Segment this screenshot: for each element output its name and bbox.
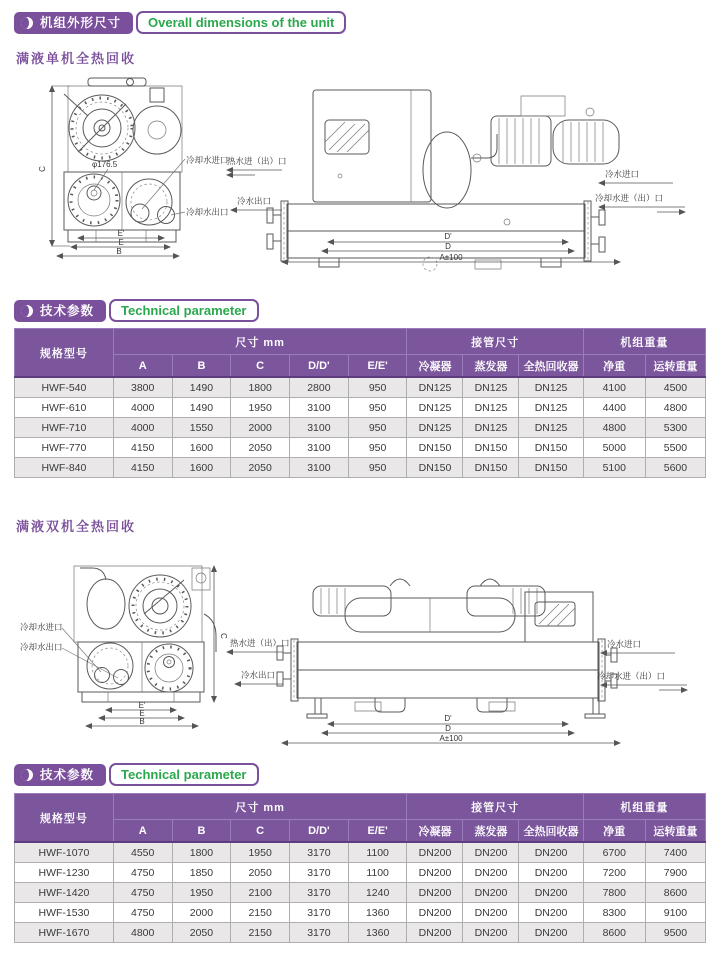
table-cell: 2150 bbox=[231, 923, 290, 943]
table-cell: 2000 bbox=[172, 903, 231, 923]
table-cell: 7200 bbox=[583, 863, 645, 883]
table-cell: 3170 bbox=[290, 863, 349, 883]
col-ee: E/E' bbox=[348, 355, 407, 378]
table-cell: 950 bbox=[348, 458, 407, 478]
table-cell: 1490 bbox=[172, 398, 231, 418]
table-cell: 5600 bbox=[645, 458, 705, 478]
col-condenser: 冷凝器 bbox=[407, 355, 463, 378]
table-cell: 950 bbox=[348, 377, 407, 398]
table-cell: 1600 bbox=[172, 438, 231, 458]
tech-badge-zh-label: 技术参数 bbox=[40, 303, 95, 318]
table-cell: 4100 bbox=[583, 377, 645, 398]
crescent-icon bbox=[21, 305, 33, 317]
table-cell: 2100 bbox=[231, 883, 290, 903]
col-condenser: 冷凝器 bbox=[407, 820, 463, 843]
side-view-drawing-2 bbox=[225, 556, 718, 761]
dim-e2: E' bbox=[117, 229, 125, 238]
col-running-weight: 运转重量 bbox=[645, 820, 705, 843]
table-cell: 2150 bbox=[231, 903, 290, 923]
table-cell: 950 bbox=[348, 418, 407, 438]
dim-a: A±100 bbox=[439, 734, 463, 743]
parameter-table-1 bbox=[14, 328, 706, 478]
col-dd: D/D' bbox=[290, 820, 349, 843]
table-cell: 4500 bbox=[645, 377, 705, 398]
dim-c: C bbox=[219, 633, 228, 639]
table-cell: 3170 bbox=[290, 903, 349, 923]
dim-c: C bbox=[38, 166, 47, 172]
col-net-weight: 净重 bbox=[583, 820, 645, 843]
table-cell: HWF-1670 bbox=[15, 923, 114, 943]
table-cell: DN125 bbox=[407, 398, 463, 418]
label-chilled-water-outlet: 冷水出口 bbox=[237, 196, 272, 206]
dim-d: D bbox=[445, 242, 451, 251]
dim-e2: E' bbox=[138, 701, 146, 710]
table-row bbox=[15, 863, 706, 883]
table-cell: DN200 bbox=[519, 863, 583, 883]
table-cell: DN125 bbox=[519, 377, 583, 398]
table-cell: DN150 bbox=[463, 438, 519, 458]
dim-d: D bbox=[445, 724, 451, 733]
table-cell: 1360 bbox=[348, 923, 407, 943]
label-hot-water-inout: 热水进（出）口 bbox=[227, 156, 287, 166]
col-a: A bbox=[113, 820, 172, 843]
col-c: C bbox=[231, 820, 290, 843]
table-cell: DN150 bbox=[463, 458, 519, 478]
tech-param-header-1 bbox=[14, 299, 259, 322]
table-cell: DN200 bbox=[519, 903, 583, 923]
table-cell: 2050 bbox=[231, 438, 290, 458]
table-cell: 5100 bbox=[583, 458, 645, 478]
tech-badge-en: Technical parameter bbox=[109, 299, 258, 322]
table-cell: HWF-1530 bbox=[15, 903, 114, 923]
dim-phi: φ176.5 bbox=[92, 160, 118, 169]
group-pipe-size: 接管尺寸 bbox=[407, 794, 583, 820]
col-heat-recovery: 全热回收器 bbox=[519, 820, 583, 843]
table-cell: DN200 bbox=[407, 923, 463, 943]
table-cell: 2050 bbox=[231, 458, 290, 478]
table-row bbox=[15, 418, 706, 438]
table-row bbox=[15, 458, 706, 478]
table-cell: 4750 bbox=[113, 863, 172, 883]
col-b: B bbox=[172, 820, 231, 843]
table-cell: DN200 bbox=[463, 842, 519, 863]
label-cooling-water-inout: 冷却水进（出）口 bbox=[595, 193, 664, 203]
table-cell: 3170 bbox=[290, 842, 349, 863]
table-cell: DN200 bbox=[463, 863, 519, 883]
table-cell: HWF-710 bbox=[15, 418, 114, 438]
table-cell: DN200 bbox=[463, 923, 519, 943]
table-cell: HWF-1230 bbox=[15, 863, 114, 883]
table-cell: DN200 bbox=[463, 903, 519, 923]
label-cooling-water-outlet: 冷却水出口 bbox=[20, 642, 63, 652]
col-dd: D/D' bbox=[290, 355, 349, 378]
table-cell: 4800 bbox=[113, 923, 172, 943]
table-cell: HWF-840 bbox=[15, 458, 114, 478]
tech-badge-zh-label: 技术参数 bbox=[40, 767, 95, 782]
table-cell: HWF-770 bbox=[15, 438, 114, 458]
table-row bbox=[15, 398, 706, 418]
table-cell: 1240 bbox=[348, 883, 407, 903]
table-cell: 8600 bbox=[583, 923, 645, 943]
col-evaporator: 蒸发器 bbox=[463, 355, 519, 378]
table-row bbox=[15, 883, 706, 903]
table-cell: 9500 bbox=[645, 923, 705, 943]
table-cell: 1100 bbox=[348, 842, 407, 863]
col-ee: E/E' bbox=[348, 820, 407, 843]
crescent-icon bbox=[21, 769, 33, 781]
tech-badge-en: Technical parameter bbox=[109, 763, 258, 786]
table-cell: 4000 bbox=[113, 418, 172, 438]
table-cell: 1800 bbox=[231, 377, 290, 398]
table-cell: DN125 bbox=[519, 398, 583, 418]
table-cell: 1100 bbox=[348, 863, 407, 883]
table-cell: 5500 bbox=[645, 438, 705, 458]
label-cooling-water-inout: 冷却水进（出）口 bbox=[597, 671, 666, 681]
table-cell: 4550 bbox=[113, 842, 172, 863]
label-chilled-water-inlet: 冷水进口 bbox=[607, 639, 642, 649]
table-cell: 1950 bbox=[231, 398, 290, 418]
table-cell: 4000 bbox=[113, 398, 172, 418]
label-hot-water-inout: 热水进（出）口 bbox=[230, 638, 290, 648]
table-cell: 4150 bbox=[113, 438, 172, 458]
dim-d2: D' bbox=[444, 232, 452, 241]
table-cell: DN200 bbox=[519, 923, 583, 943]
table-cell: 4750 bbox=[113, 903, 172, 923]
table-cell: 1950 bbox=[172, 883, 231, 903]
header-badge-en: Overall dimensions of the unit bbox=[136, 11, 346, 34]
table-cell: HWF-1070 bbox=[15, 842, 114, 863]
table-cell: 7400 bbox=[645, 842, 705, 863]
table-cell: 4800 bbox=[645, 398, 705, 418]
group-dimensions: 尺寸 mm bbox=[113, 794, 407, 820]
col-evaporator: 蒸发器 bbox=[463, 820, 519, 843]
table-cell: 2050 bbox=[172, 923, 231, 943]
col-b: B bbox=[172, 355, 231, 378]
table-cell: 1950 bbox=[231, 842, 290, 863]
table-row bbox=[15, 438, 706, 458]
col-model: 规格型号 bbox=[15, 794, 114, 843]
col-running-weight: 运转重量 bbox=[645, 355, 705, 378]
table-cell: 5300 bbox=[645, 418, 705, 438]
table-cell: 1850 bbox=[172, 863, 231, 883]
table-cell: DN125 bbox=[519, 418, 583, 438]
side-view-drawing-1 bbox=[225, 76, 718, 276]
col-model: 规格型号 bbox=[15, 329, 114, 378]
table-cell: 7800 bbox=[583, 883, 645, 903]
table-cell: DN200 bbox=[519, 883, 583, 903]
table-cell: DN200 bbox=[463, 883, 519, 903]
table-cell: 1360 bbox=[348, 903, 407, 923]
table-cell: DN200 bbox=[407, 842, 463, 863]
parameter-table-2 bbox=[14, 793, 706, 943]
group-unit-weight: 机组重量 bbox=[583, 794, 705, 820]
table-cell: 3170 bbox=[290, 883, 349, 903]
table-cell: 1600 bbox=[172, 458, 231, 478]
table-cell: HWF-540 bbox=[15, 377, 114, 398]
table-row bbox=[15, 903, 706, 923]
table-cell: 5000 bbox=[583, 438, 645, 458]
label-cooling-water-inlet: 冷却水进口 bbox=[186, 155, 229, 165]
col-net-weight: 净重 bbox=[583, 355, 645, 378]
table-row bbox=[15, 923, 706, 943]
table-cell: 4150 bbox=[113, 458, 172, 478]
table-cell: 3100 bbox=[290, 458, 349, 478]
table-row bbox=[15, 842, 706, 863]
table-cell: DN150 bbox=[519, 438, 583, 458]
tech-param-header-2 bbox=[14, 763, 259, 786]
col-a: A bbox=[113, 355, 172, 378]
table-cell: 3170 bbox=[290, 923, 349, 943]
table-cell: 2050 bbox=[231, 863, 290, 883]
table-cell: 3100 bbox=[290, 418, 349, 438]
table-cell: 7900 bbox=[645, 863, 705, 883]
table-cell: 6700 bbox=[583, 842, 645, 863]
table-cell: HWF-610 bbox=[15, 398, 114, 418]
table-cell: 4800 bbox=[583, 418, 645, 438]
table-cell: 2800 bbox=[290, 377, 349, 398]
table-cell: DN200 bbox=[519, 842, 583, 863]
table-cell: 8300 bbox=[583, 903, 645, 923]
table-cell: 9100 bbox=[645, 903, 705, 923]
table-cell: 4750 bbox=[113, 883, 172, 903]
table-cell: 4400 bbox=[583, 398, 645, 418]
col-heat-recovery: 全热回收器 bbox=[519, 355, 583, 378]
table-cell: DN200 bbox=[407, 903, 463, 923]
crescent-icon bbox=[21, 17, 33, 29]
dim-d2: D' bbox=[444, 714, 452, 723]
table-cell: DN200 bbox=[407, 883, 463, 903]
table-cell: DN200 bbox=[407, 863, 463, 883]
table-cell: 3100 bbox=[290, 438, 349, 458]
table-row bbox=[15, 377, 706, 398]
page-header bbox=[14, 11, 346, 34]
table-cell: DN125 bbox=[463, 398, 519, 418]
dim-e: E bbox=[118, 238, 124, 247]
table-cell: DN125 bbox=[463, 418, 519, 438]
table-cell: 950 bbox=[348, 438, 407, 458]
table-cell: DN125 bbox=[463, 377, 519, 398]
table-cell: 3800 bbox=[113, 377, 172, 398]
table-cell: 3100 bbox=[290, 398, 349, 418]
group-pipe-size: 接管尺寸 bbox=[407, 329, 583, 355]
table-cell: DN150 bbox=[407, 438, 463, 458]
table-cell: 1550 bbox=[172, 418, 231, 438]
table-cell: HWF-1420 bbox=[15, 883, 114, 903]
table-cell: DN150 bbox=[519, 458, 583, 478]
table-cell: DN125 bbox=[407, 377, 463, 398]
table-cell: DN125 bbox=[407, 418, 463, 438]
table-cell: 1490 bbox=[172, 377, 231, 398]
section2-title: 满液双机全热回收 bbox=[16, 519, 137, 534]
section1-title: 满液单机全热回收 bbox=[16, 51, 137, 66]
label-chilled-water-inlet: 冷水进口 bbox=[605, 169, 640, 179]
dim-a: A±100 bbox=[439, 253, 463, 262]
table-cell: 950 bbox=[348, 398, 407, 418]
dim-b: B bbox=[116, 247, 122, 256]
tech-badge-zh bbox=[14, 300, 106, 322]
label-chilled-water-outlet: 冷水出口 bbox=[241, 670, 276, 680]
group-dimensions: 尺寸 mm bbox=[113, 329, 407, 355]
dim-b: B bbox=[139, 717, 145, 726]
tech-badge-zh bbox=[14, 764, 106, 786]
table-cell: 8600 bbox=[645, 883, 705, 903]
group-unit-weight: 机组重量 bbox=[583, 329, 705, 355]
col-c: C bbox=[231, 355, 290, 378]
table-cell: 1800 bbox=[172, 842, 231, 863]
label-cooling-water-outlet: 冷却水出口 bbox=[186, 207, 229, 217]
header-badge-zh bbox=[14, 12, 133, 34]
dim-e: E bbox=[139, 709, 145, 718]
table-cell: 2000 bbox=[231, 418, 290, 438]
table-cell: DN150 bbox=[407, 458, 463, 478]
label-cooling-water-inlet: 冷却水进口 bbox=[20, 622, 63, 632]
header-badge-zh-label: 机组外形尺寸 bbox=[40, 15, 122, 30]
